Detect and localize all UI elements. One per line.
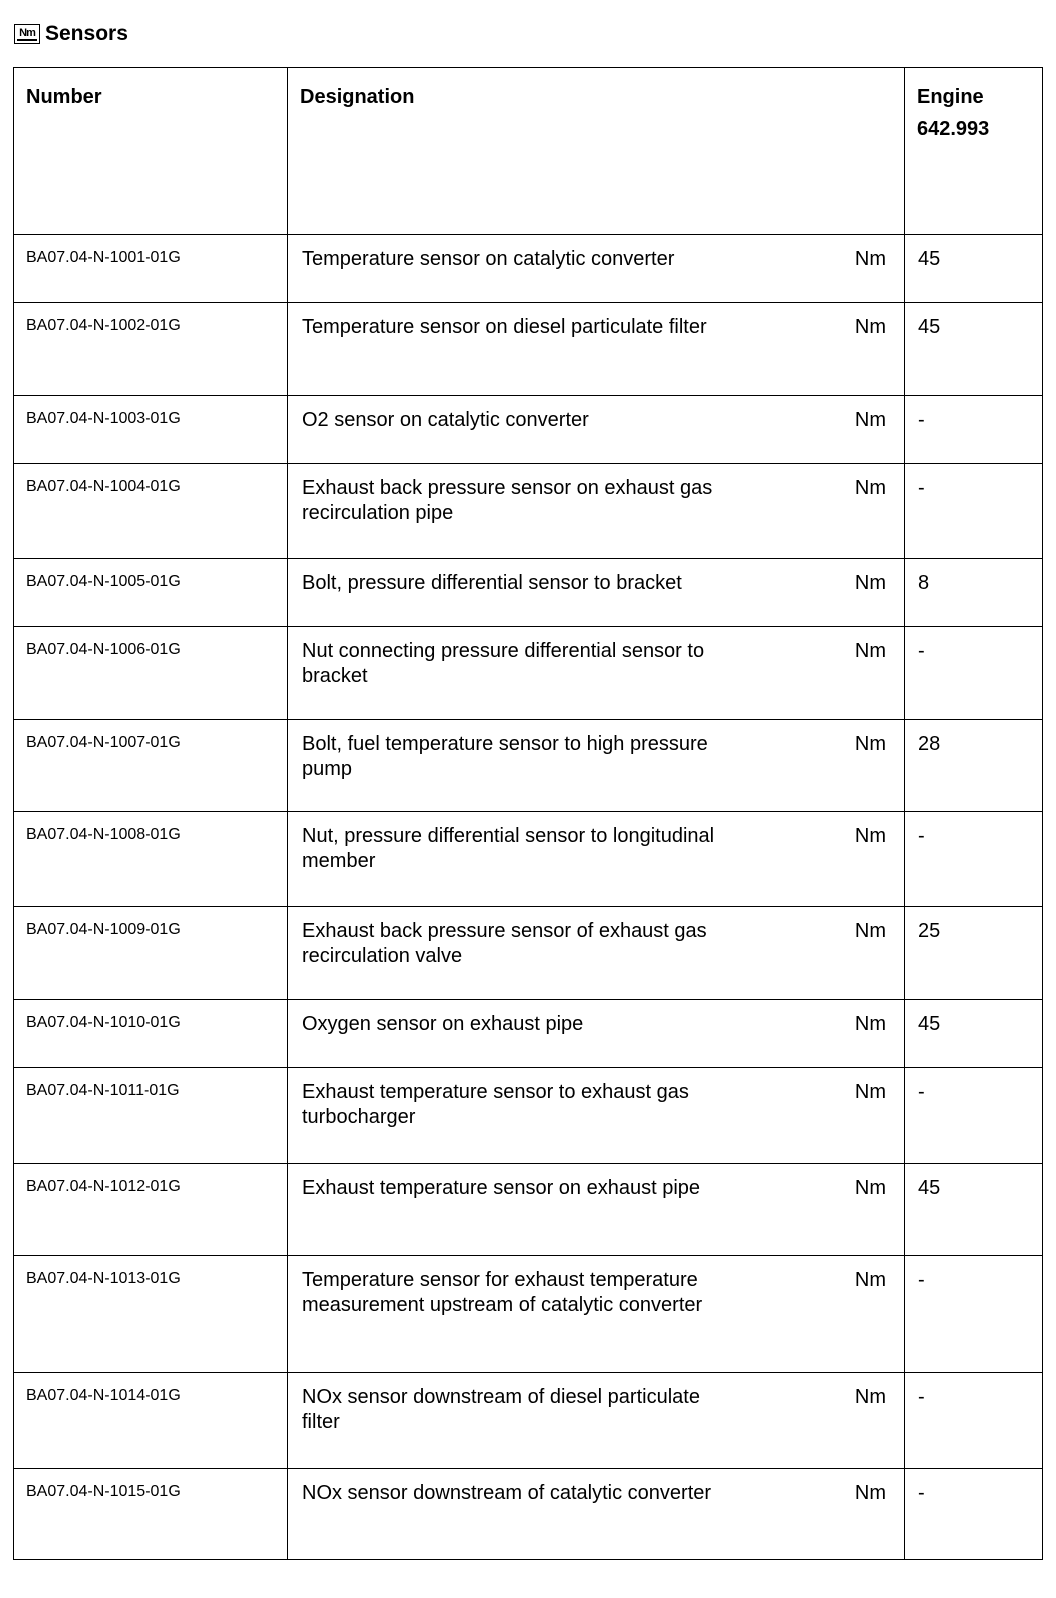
page-title: Sensors bbox=[45, 22, 128, 45]
table-row bbox=[14, 559, 1043, 627]
designation-text: NOx sensor downstream of diesel particulate filter bbox=[302, 1386, 700, 1433]
torque-value: - bbox=[905, 1469, 1043, 1560]
designation-cell bbox=[288, 1256, 905, 1373]
torque-value: - bbox=[905, 627, 1043, 720]
designation-cell bbox=[288, 1469, 905, 1560]
column-header-number: Number bbox=[14, 68, 288, 235]
table-row bbox=[14, 1469, 1043, 1560]
designation-cell bbox=[288, 1000, 905, 1068]
section-header bbox=[14, 22, 128, 46]
designation-text: Nut, pressure differential sensor to longitudinal member bbox=[302, 825, 715, 872]
designation-text: Oxygen sensor on exhaust pipe bbox=[302, 1013, 584, 1035]
designation-cell bbox=[288, 303, 905, 396]
torque-value: - bbox=[905, 1373, 1043, 1469]
part-number: BA07.04-N-1015-01G bbox=[14, 1469, 288, 1560]
part-number: BA07.04-N-1001-01G bbox=[14, 235, 288, 303]
engine-code: 642.993 bbox=[917, 118, 990, 140]
part-number: BA07.04-N-1012-01G bbox=[14, 1164, 288, 1256]
torque-unit: Nm bbox=[854, 248, 886, 270]
part-number: BA07.04-N-1004-01G bbox=[14, 464, 288, 559]
part-number: BA07.04-N-1006-01G bbox=[14, 627, 288, 720]
torque-value: - bbox=[905, 1068, 1043, 1164]
part-number: BA07.04-N-1014-01G bbox=[14, 1373, 288, 1469]
torque-unit: Nm bbox=[854, 825, 886, 847]
designation-cell bbox=[288, 1068, 905, 1164]
designation-cell bbox=[288, 1373, 905, 1469]
designation-text: Temperature sensor for exhaust temperature measurement upstream of catalytic converter bbox=[302, 1269, 703, 1316]
torque-value: - bbox=[905, 1256, 1043, 1373]
designation-text: Exhaust temperature sensor to exhaust gas turbocharger bbox=[302, 1081, 689, 1128]
torque-unit: Nm bbox=[854, 733, 886, 755]
torque-unit: Nm bbox=[854, 409, 886, 431]
designation-text: Nut connecting pressure differential sensor to bracket bbox=[302, 640, 705, 687]
table-header-row bbox=[14, 68, 1043, 235]
designation-cell bbox=[288, 907, 905, 1000]
table-row bbox=[14, 1256, 1043, 1373]
torque-unit: Nm bbox=[854, 1013, 886, 1035]
torque-unit: Nm bbox=[854, 316, 886, 338]
part-number: BA07.04-N-1005-01G bbox=[14, 559, 288, 627]
torque-value: 45 bbox=[905, 235, 1043, 303]
part-number: BA07.04-N-1009-01G bbox=[14, 907, 288, 1000]
torque-value: 28 bbox=[905, 720, 1043, 812]
designation-text: Exhaust back pressure sensor of exhaust gas recirculation valve bbox=[302, 920, 707, 967]
torque-unit: Nm bbox=[854, 1386, 886, 1408]
torque-unit: Nm bbox=[854, 1482, 886, 1504]
part-number: BA07.04-N-1010-01G bbox=[14, 1000, 288, 1068]
designation-text: Exhaust back pressure sensor on exhaust gas recirculation pipe bbox=[302, 477, 713, 524]
table-row bbox=[14, 1164, 1043, 1256]
designation-text: Temperature sensor on diesel particulate filter bbox=[302, 316, 707, 338]
designation-cell bbox=[288, 812, 905, 907]
part-number: BA07.04-N-1011-01G bbox=[14, 1068, 288, 1164]
torque-value: - bbox=[905, 396, 1043, 464]
designation-cell bbox=[288, 464, 905, 559]
designation-cell bbox=[288, 235, 905, 303]
torque-value: 8 bbox=[905, 559, 1043, 627]
table-row bbox=[14, 1000, 1043, 1068]
table-row bbox=[14, 464, 1043, 559]
table-row bbox=[14, 720, 1043, 812]
torque-value: 45 bbox=[905, 303, 1043, 396]
torque-value: 25 bbox=[905, 907, 1043, 1000]
table-row bbox=[14, 627, 1043, 720]
part-number: BA07.04-N-1007-01G bbox=[14, 720, 288, 812]
torque-unit: Nm bbox=[854, 920, 886, 942]
torque-value: - bbox=[905, 464, 1043, 559]
table-row bbox=[14, 396, 1043, 464]
torque-unit: Nm bbox=[854, 477, 886, 499]
torque-nm-icon: Nm bbox=[14, 24, 40, 44]
table-body bbox=[14, 235, 1043, 1560]
torque-unit: Nm bbox=[854, 1177, 886, 1199]
part-number: BA07.04-N-1002-01G bbox=[14, 303, 288, 396]
part-number: BA07.04-N-1003-01G bbox=[14, 396, 288, 464]
table-row bbox=[14, 812, 1043, 907]
torque-unit: Nm bbox=[854, 572, 886, 594]
designation-text: NOx sensor downstream of catalytic converter bbox=[302, 1482, 712, 1504]
designation-cell bbox=[288, 627, 905, 720]
designation-text: Bolt, pressure differential sensor to bracket bbox=[302, 572, 682, 594]
table-row bbox=[14, 1068, 1043, 1164]
engine-label: Engine bbox=[917, 86, 984, 108]
column-header-designation: Designation bbox=[288, 68, 905, 235]
table-row bbox=[14, 907, 1043, 1000]
designation-cell bbox=[288, 559, 905, 627]
torque-table bbox=[13, 67, 1043, 1560]
table-row bbox=[14, 1373, 1043, 1469]
designation-text: Exhaust temperature sensor on exhaust pipe bbox=[302, 1177, 701, 1199]
designation-text: Bolt, fuel temperature sensor to high pressure pump bbox=[302, 733, 708, 780]
designation-cell bbox=[288, 1164, 905, 1256]
torque-unit: Nm bbox=[854, 1269, 886, 1291]
torque-value: 45 bbox=[905, 1164, 1043, 1256]
torque-unit: Nm bbox=[854, 640, 886, 662]
table-row bbox=[14, 303, 1043, 396]
part-number: BA07.04-N-1013-01G bbox=[14, 1256, 288, 1373]
column-header-engine bbox=[905, 68, 1043, 235]
torque-value: - bbox=[905, 812, 1043, 907]
designation-cell bbox=[288, 396, 905, 464]
torque-value: 45 bbox=[905, 1000, 1043, 1068]
designation-text: Temperature sensor on catalytic converter bbox=[302, 248, 675, 270]
part-number: BA07.04-N-1008-01G bbox=[14, 812, 288, 907]
torque-unit: Nm bbox=[854, 1081, 886, 1103]
designation-cell bbox=[288, 720, 905, 812]
table-row bbox=[14, 235, 1043, 303]
designation-text: O2 sensor on catalytic converter bbox=[302, 409, 589, 431]
